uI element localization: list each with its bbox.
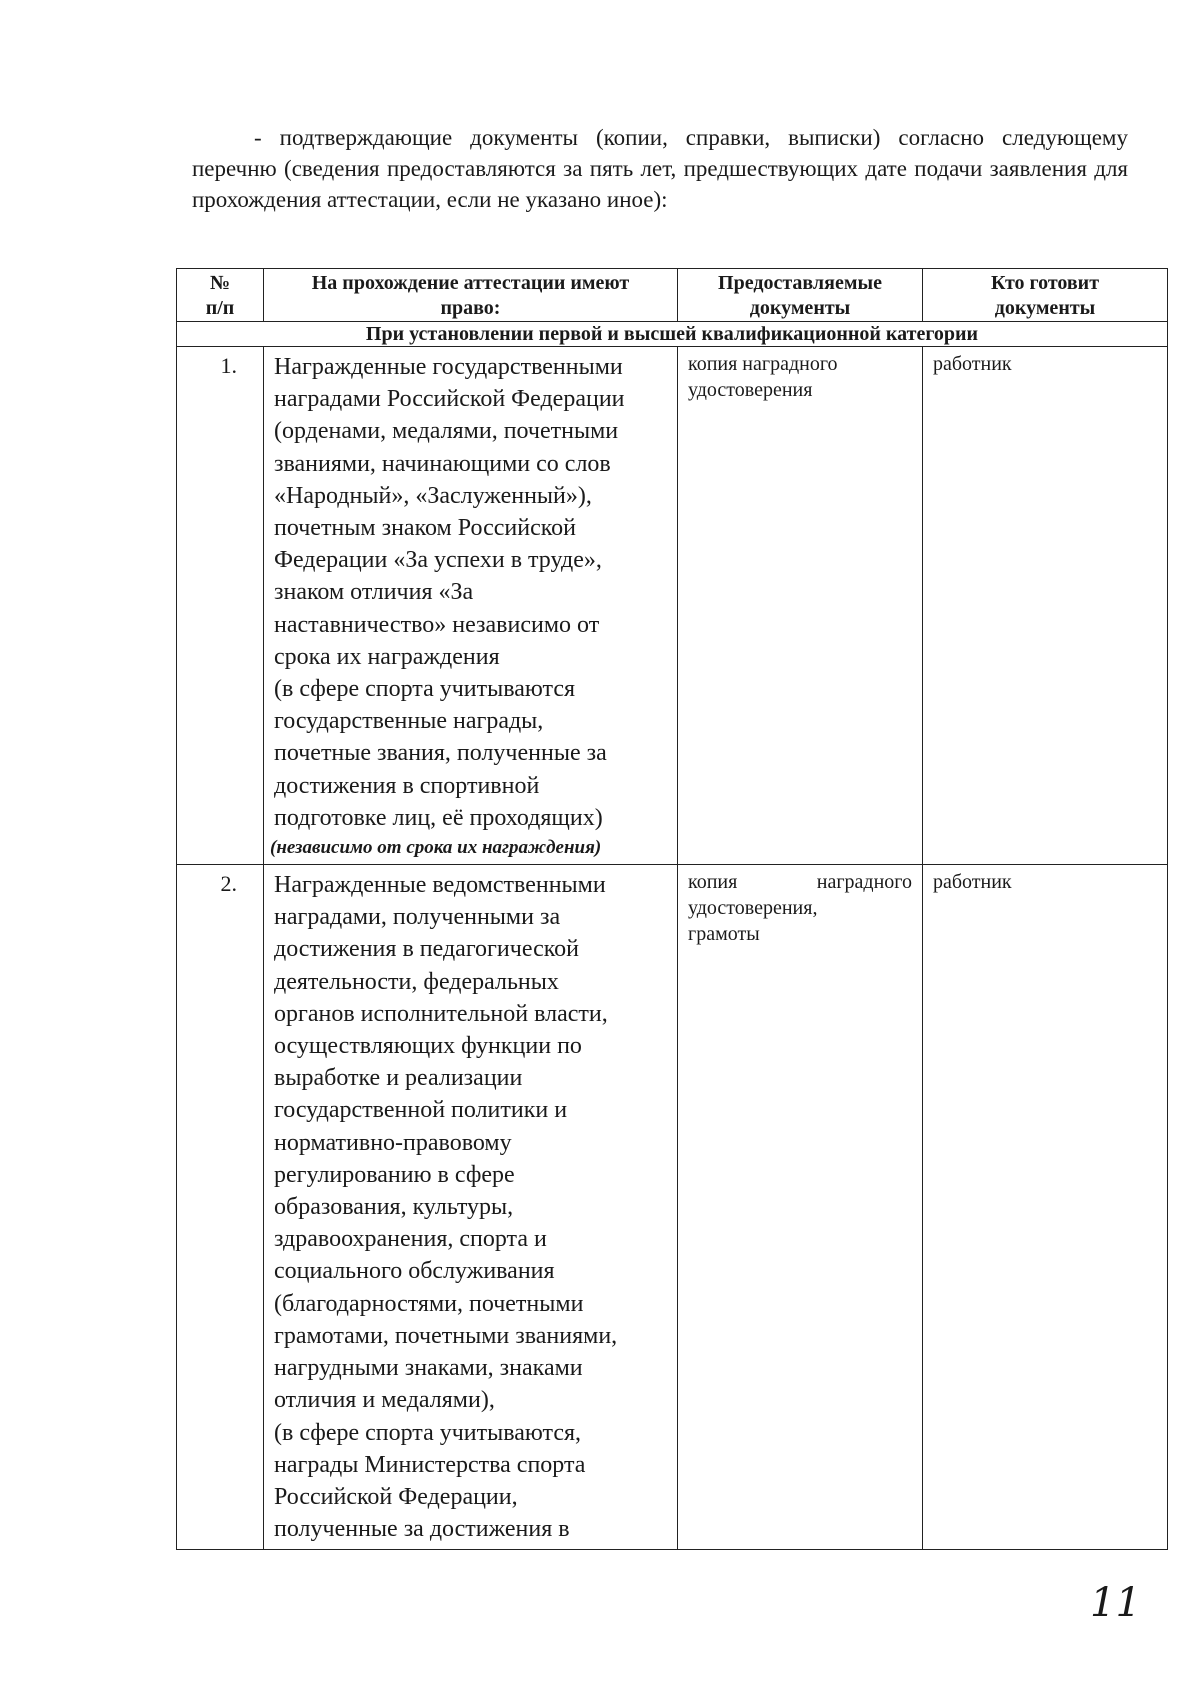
row-prepares: работник bbox=[923, 347, 1168, 865]
row-description: Награжденные государственными наградами Российской Федерации (орденами, медалями, почетными званиями, начинающими со слов «Народный», «Заслуженный»), почетным знаком Российской Федерации «За успехи в труде», знаком отличия «За наставничество» независимо от срока их награждения (в сфере спорта учитываются государственные награды, почетные звания, полученные за достижения в спортивной подготовке лиц, её проходящих) (независимо от срока их награждения) bbox=[264, 347, 678, 865]
header-who: На прохождение аттестации имеют право: bbox=[264, 269, 678, 322]
intro-paragraph bbox=[192, 122, 1128, 215]
row-number: 1. bbox=[177, 347, 264, 865]
row-documents: копия наградного удостоверения, грамоты bbox=[678, 865, 923, 1550]
section-row bbox=[177, 322, 1168, 347]
row-number: 2. bbox=[177, 865, 264, 1550]
eligibility-table bbox=[176, 268, 1168, 1550]
table-row bbox=[177, 347, 1168, 865]
header-num: № п/п bbox=[177, 269, 264, 322]
intro-text: - подтверждающие документы (копии, справки, выписки) согласно следующему перечню (сведения предоставляются за пять лет, предшествующих дате подачи заявления для прохождения аттестации, если не указано иное): bbox=[192, 125, 1128, 212]
table-row bbox=[177, 865, 1168, 1550]
header-docs: Предоставляемые документы bbox=[678, 269, 923, 322]
row-documents: копия наградного удостоверения bbox=[678, 347, 923, 865]
section-title: При установлении первой и высшей квалификационной категории bbox=[177, 322, 1168, 347]
header-prepares: Кто готовит документы bbox=[923, 269, 1168, 322]
row-prepares: работник bbox=[923, 865, 1168, 1550]
row-description: Награжденные ведомственными наградами, полученными за достижения в педагогической деятельности, федеральных органов исполнительной власти, осуществляющих функции по выработке и реализации государственной политики и нормативно-правовому регулированию в сфере образования, культуры, здравоохранения, спорта и социального обслуживания (благодарностями, почетными грамотами, почетными званиями, нагрудными знаками, знаками отличия и медалями), (в сфере спорта учитываются, награды Министерства спорта Российской Федерации, полученные за достижения в bbox=[264, 865, 678, 1550]
italic-note: (независимо от срока их награждения) bbox=[270, 837, 602, 859]
page-number: 11 bbox=[1090, 1580, 1141, 1626]
table-header-row bbox=[177, 269, 1168, 322]
